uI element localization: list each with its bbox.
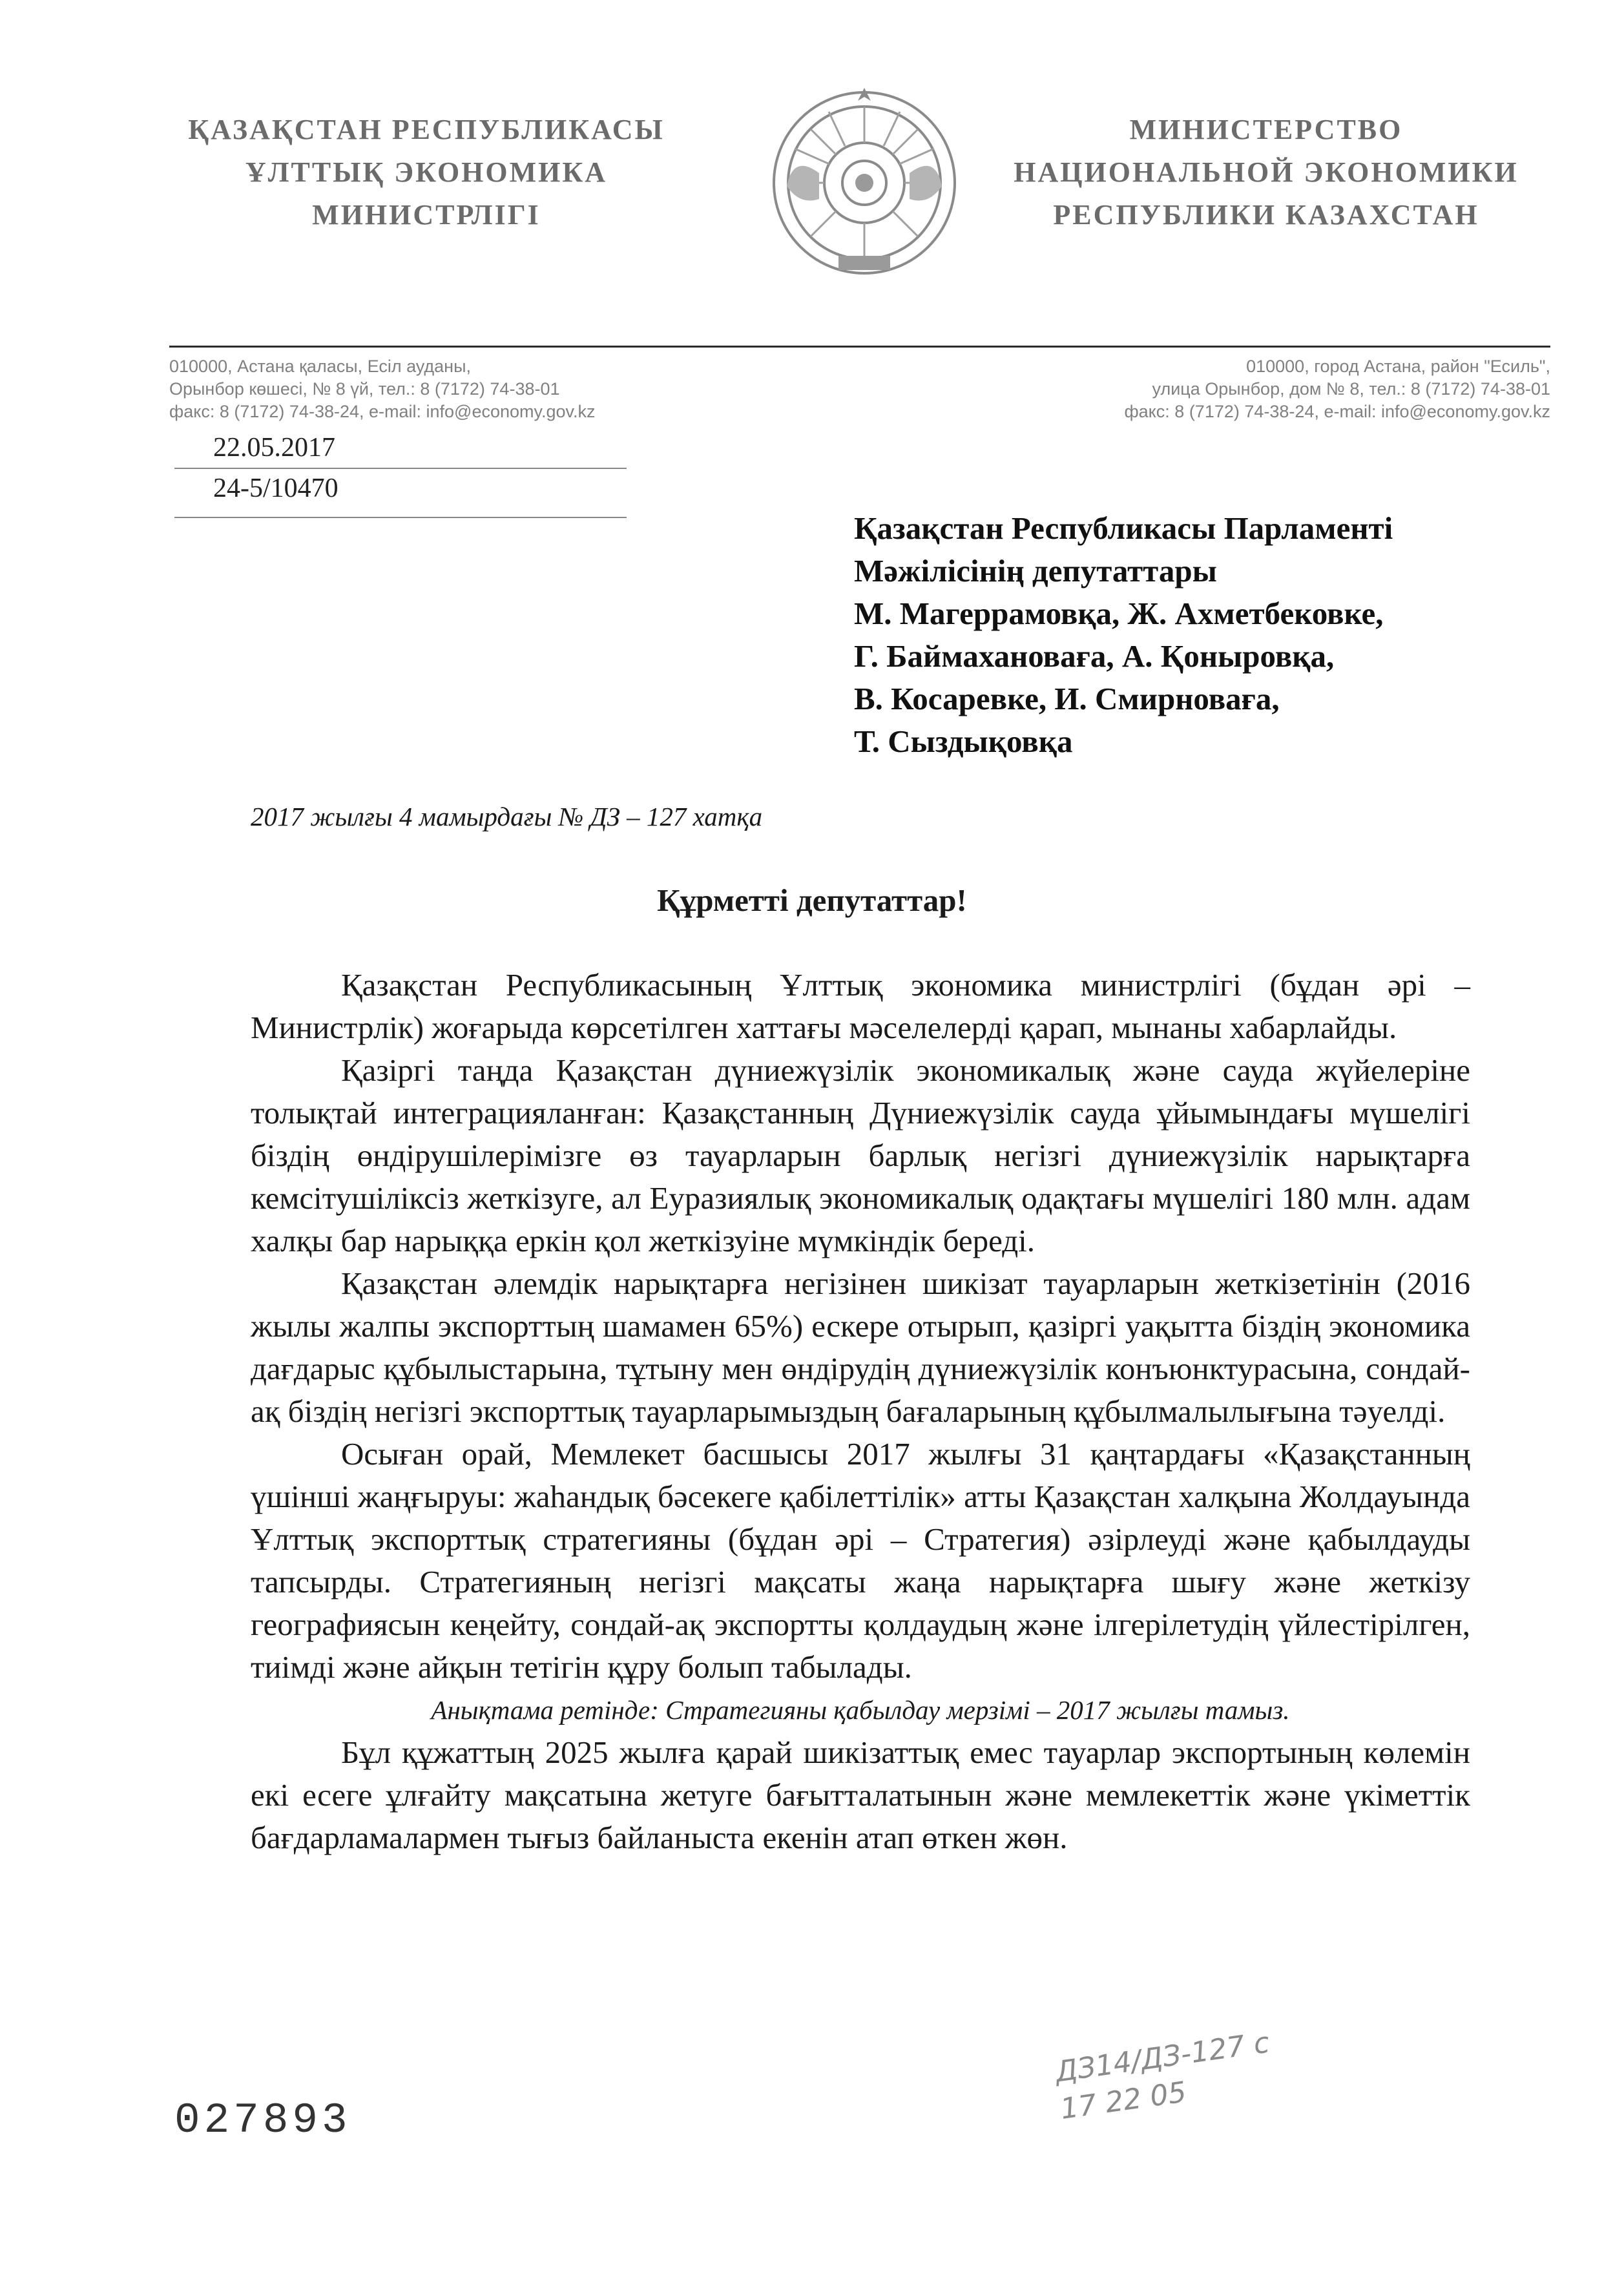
reference-note: Анықтама ретінде: Стратегияны қабылдау мерзімі – 2017 жылғы тамыз. — [431, 1695, 1290, 1725]
ministry-name-kazakh-line: МИНИСТРЛІГІ — [312, 199, 541, 231]
address-russian — [937, 355, 1550, 423]
ministry-name-russian-line: РЕСПУБЛИКИ КАЗАХСТАН — [1053, 199, 1479, 231]
letter-body — [251, 964, 1470, 1859]
salutation: Құрметті депутаттар! — [657, 882, 967, 918]
body-paragraph: Бұл құжаттың 2025 жылға қарай шикізаттық емес тауарлар экспортының көлемін екі есеге ұлғайту мақсатына жетуге бағытталатынын және мемлекеттік және үкіметтік бағдарламалармен тығыз байланыста екенін атап өткен жөн. — [251, 1734, 1470, 1855]
body-paragraph: Қазіргі таңда Қазақстан дүниежүзілік экономикалық және сауда жүйелеріне толықтай интеграцияланған: Қазақстанның Дүниежүзілік сауда ұйымындағы мүшелігі біздің өндірушілерімізге өз тауарларын барлық негізгі дүниежүзілік нарықтарға кемсітушіліксіз жеткізуге, ал Еуразиялық экономикалық одақтағы мүшелігі 180 млн. адам халқы бар нарыққа еркін қол жеткізуіне мүмкіндік береді. — [251, 1052, 1470, 1258]
body-paragraph: Қазақстан әлемдік нарықтарға негізінен шикізат тауарларын жеткізетінін (2016 жылы жалпы экспорттың шамамен 65%) ескере отырып, қазіргі уақытта біздің экономика дағдарыс құбылыстарына, тұтыну мен өндірудің дүниежүзілік конъюнктурасына, сондай-ақ біздің негізгі экспорттық тауарларымыздың бағаларының құбылмалылығына тәуелді. — [251, 1265, 1470, 1429]
addressee-line: Мәжілісінің депутаттары — [854, 553, 1217, 588]
addressee-line: Қазақстан Республикасы Парламенті — [854, 510, 1393, 546]
address-line: факс: 8 (7172) 74-38-24, e-mail: info@economy.gov.kz — [169, 402, 596, 421]
incoming-stamp — [1053, 2025, 1277, 2129]
ministry-name-russian-line: МИНИСТЕРСТВО — [1129, 114, 1403, 145]
address-kazakh — [169, 355, 751, 423]
address-line: 010000, город Астана, район "Есиль", — [1246, 357, 1550, 376]
addressee-line: Г. Баймахановаға, А. Қоныровқа, — [854, 638, 1335, 674]
addressee-line: М. Магеррамовқа, Ж. Ахметбековке, — [854, 596, 1384, 631]
address-line: факс: 8 (7172) 74-38-24, e-mail: info@economy.gov.kz — [1124, 402, 1550, 421]
ministry-name-kazakh-line: ҚАЗАҚСТАН РЕСПУБЛИКАСЫ — [188, 114, 665, 145]
addressee-line: В. Косаревке, И. Смирноваға, — [854, 681, 1280, 716]
body-paragraph: Осыған орай, Мемлекет басшысы 2017 жылғы 31 қаңтардағы «Қазақстанның үшінші жаңғыруы: жаһандық бәсекеге қабілеттілік» атты Қазақстан халқына Жолдауында Ұлттық экспорттық стратегияны (бұдан әрі – Стратегия) әзірлеуді және қабылдауды тапсырды. Стратегияның негізгі мақсаты жаңа нарықтарға шығу және жеткізу географиясын кеңейту, сондай-ақ экспортты қолдаудың және ілгерілетудің үйлестірілген, тиімді және айқын тетігін құру болып табылады. — [251, 1436, 1470, 1685]
ministry-name-russian-line: НАЦИОНАЛЬНОЙ ЭКОНОМИКИ — [1014, 156, 1519, 188]
registration-date: 22.05.2017 — [213, 433, 335, 463]
body-paragraph: Қазақстан Республикасының Ұлттық экономика министрлігі (бұдан әрі – Министрлік) жоғарыда көрсетілген хаттағы мәселелерді қарап, мынаны хабарлайды. — [251, 967, 1470, 1045]
ministry-name-russian — [988, 109, 1544, 236]
registration-date-line — [174, 468, 627, 469]
header-divider — [169, 346, 1550, 348]
address-line: улица Орынбор, дом № 8, тел.: 8 (7172) 74-38-01 — [1152, 379, 1550, 399]
ministry-name-kazakh — [136, 109, 717, 236]
document-number: 027893 — [174, 2096, 351, 2145]
kazakhstan-emblem-icon — [767, 76, 961, 289]
registration-number: 24-5/10470 — [213, 474, 338, 503]
address-line: Орынбор көшесі, № 8 үй, тел.: 8 (7172) 74-38-01 — [169, 379, 560, 399]
ministry-name-kazakh-line: ҰЛТТЫҚ ЭКОНОМИКА — [245, 156, 608, 188]
addressee-block — [854, 507, 1565, 763]
stamp-line: 17 22 05 — [1058, 2076, 1189, 2126]
reference-line: 2017 жылғы 4 мамырдағы № ДЗ – 127 хатқа — [251, 802, 763, 831]
address-line: 010000, Астана қаласы, Есіл ауданы, — [169, 357, 471, 376]
registration-number-line — [174, 517, 627, 518]
stamp-line: ДЗ14/ДЗ-127 с — [1053, 2026, 1272, 2089]
addressee-line: Т. Сыздықовқа — [854, 724, 1073, 759]
